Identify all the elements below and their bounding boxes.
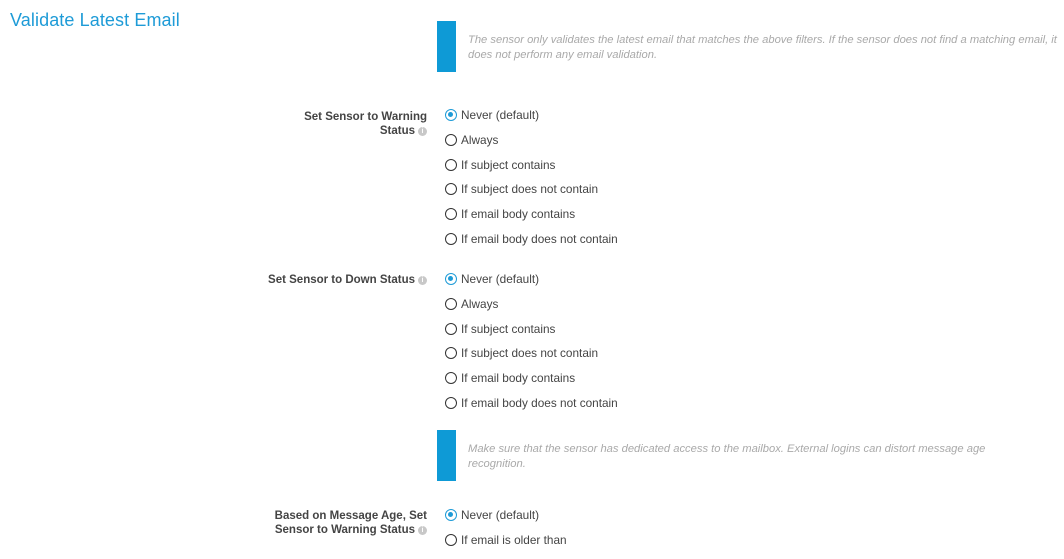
radio-label: If email body contains: [461, 207, 576, 222]
info-note-mailbox-access: [437, 430, 1038, 481]
radio-label: Never (default): [461, 272, 540, 287]
info-note-text: Make sure that the sensor has dedicated access to the mailbox. External logins can distort message age recognition.: [468, 443, 986, 470]
down-status-label-text: Set Sensor to Down Status: [268, 274, 415, 286]
radio-warning-always[interactable]: [445, 128, 618, 153]
radio-down-subject-contains[interactable]: [445, 316, 618, 341]
radio-button[interactable]: [445, 159, 457, 171]
radio-button[interactable]: [445, 298, 457, 310]
info-icon[interactable]: i: [418, 276, 427, 285]
radio-button[interactable]: [445, 347, 457, 359]
radio-button[interactable]: [445, 273, 457, 285]
section-title: Validate Latest Email: [10, 10, 180, 30]
radio-warning-subject-not-contains[interactable]: [445, 177, 618, 202]
radio-button[interactable]: [445, 183, 457, 195]
radio-down-always[interactable]: [445, 292, 618, 317]
warning-status-label-text: Set Sensor to Warning Status: [304, 111, 427, 137]
radio-warning-body-contains[interactable]: [445, 202, 618, 227]
info-accent-bar: [437, 430, 456, 481]
message-age-label: [257, 509, 427, 537]
info-note-text: The sensor only validates the latest email that matches the above filters. If the sensor does not find a matching email, it does not perform any email validation.: [468, 34, 1057, 61]
radio-warning-never[interactable]: [445, 103, 618, 128]
radio-warning-body-not-contains[interactable]: [445, 226, 618, 251]
radio-button[interactable]: [445, 372, 457, 384]
down-status-label: [227, 273, 427, 287]
radio-label: Always: [461, 133, 499, 148]
radio-age-never[interactable]: [445, 503, 567, 528]
info-icon[interactable]: i: [418, 526, 427, 535]
radio-button[interactable]: [445, 534, 457, 546]
radio-label: If email body does not contain: [461, 231, 618, 246]
radio-label: If subject does not contain: [461, 346, 599, 361]
radio-button[interactable]: [445, 109, 457, 121]
radio-label: Always: [461, 297, 499, 312]
radio-down-body-not-contains[interactable]: [445, 390, 618, 415]
radio-down-subject-not-contains[interactable]: [445, 341, 618, 366]
radio-button[interactable]: [445, 397, 457, 409]
radio-down-body-contains[interactable]: [445, 366, 618, 391]
radio-button[interactable]: [445, 509, 457, 521]
radio-label: If email body contains: [461, 371, 576, 386]
warning-status-label: [287, 110, 427, 138]
info-icon[interactable]: i: [418, 127, 427, 136]
radio-button[interactable]: [445, 323, 457, 335]
radio-button[interactable]: [445, 134, 457, 146]
radio-button[interactable]: [445, 233, 457, 245]
radio-label: Never (default): [461, 108, 540, 123]
radio-label: If subject contains: [461, 157, 556, 172]
radio-warning-subject-contains[interactable]: [445, 152, 618, 177]
radio-label: If subject contains: [461, 321, 556, 336]
info-note-latest-email: [437, 21, 1064, 72]
info-accent-bar: [437, 21, 456, 72]
radio-button[interactable]: [445, 208, 457, 220]
radio-down-never[interactable]: [445, 267, 618, 292]
message-age-label-text: Based on Message Age, Set Sensor to Warning Status: [274, 510, 427, 536]
radio-label: If email is older than: [461, 533, 567, 548]
radio-label: If subject does not contain: [461, 182, 599, 197]
message-age-radio-group: [445, 503, 567, 552]
radio-label: If email body does not contain: [461, 395, 618, 410]
warning-status-radio-group: [445, 103, 618, 251]
radio-label: Never (default): [461, 508, 540, 523]
radio-age-older-than[interactable]: [445, 528, 567, 553]
down-status-radio-group: [445, 267, 618, 415]
